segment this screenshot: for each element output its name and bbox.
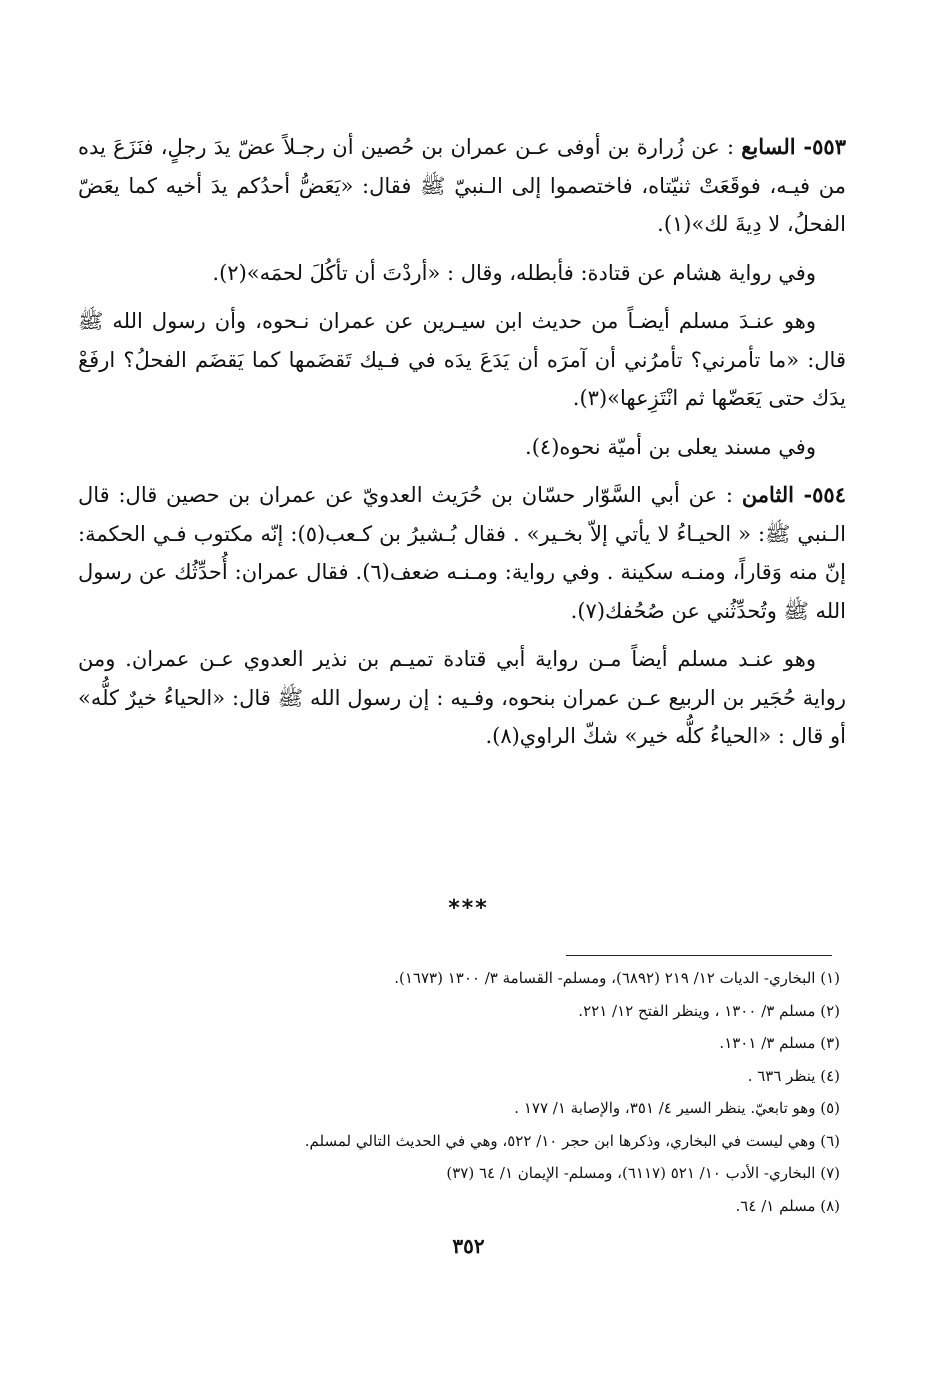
- entry-553: [78, 128, 846, 244]
- entry-554: [78, 476, 846, 630]
- paragraph: وفي رواية هشام عن قتادة: فأبطله، وقال : «أردْتَ أن تأكُلَ لحمَه»(٢).: [212, 260, 816, 285]
- page-number: ٣٥٢: [452, 1234, 485, 1258]
- paragraph: وفي مسند يعلى بن أميّة نحوه(٤).: [525, 434, 816, 459]
- footnote: (٣) مسلم ٣/ ١٣٠١.: [719, 1034, 840, 1052]
- footnote: (٢) مسلم ٣/ ١٣٠٠ ، وينظر الفتح ١٢/ ٢٢١.: [578, 1001, 840, 1020]
- footnote: (٨) مسلم ١/ ٦٤.: [735, 1196, 840, 1215]
- footnotes: [150, 962, 840, 1222]
- paragraph: وهو عنـد مسلم أيضاً مـن رواية أبي قتادة تميـم بن نذير العدوي عـن عمران. ومن رواية حُجَير بن الربيع عـن عمران بنحوه، وفـيه : إن رسول الله ﷺ قال: «الحياءُ خيرٌ كلُّه» أو قال : «الحياءُ كلُّه خير» شكّ الراوي(٨).: [78, 647, 846, 748]
- footnote: (٦) وهي ليست في البخاري، وذكرها ابن حجر ١٠/ ٥٢٢، وهي في الحديث التالي لمسلم.: [304, 1131, 840, 1150]
- entry-text: : عن أبي السَّوّار حسّان بن حُرَيث العدويّ عن عمران بن حصين قال: قال الـنبي ﷺ: « الحيـاءُ لا يأتي إلاّ بخـير» . فقال بُـشيرُ بن كـعب(٥): إنّه مكتوب فـي الحكمة: إنّ منه وَقاراً، ومنـه سكينة . وفي رواية: ومـنـه ضعف(٦). فقال عمران: أُحدِّثُك عن رسول الله ﷺ وتُحدِّثُني عن صُحُفك(٧).: [78, 483, 846, 623]
- entry-number: ٥٥٣- السابع: [741, 134, 846, 159]
- section-separator: ***: [448, 896, 489, 921]
- footnote: (٥) وهو تابعيّ. ينظر السير ٤/ ٣٥١، والإصابة ١/ ١٧٧ .: [514, 1099, 840, 1117]
- footnote: (١) البخاري- الديات ١٢/ ٢١٩ (٦٨٩٢)، ومسلم- القسامة ٣/ ١٣٠٠ (١٦٧٣).: [394, 969, 840, 987]
- footnote: (٤) ينظر ٦٣٦ .: [747, 1066, 840, 1085]
- footnote-rule: [566, 955, 832, 956]
- main-text: [78, 128, 846, 766]
- entry-text: : عن زُرارة بن أوفى عـن عمران بن حُصين أن رجـلاً عضّ يدَ رجلٍ، فنَزَعَ يده من فيـه، فوقَعَتْ ثنيّتاه، فاختصموا إلى الـنبيّ ﷺ فقال: «يَعَضُّ أحدُكم يدَ أخيه كما يعَضّ الفحلُ، لا دِيةَ لك»(١).: [78, 135, 846, 236]
- footnote: (٧) البخاري- الأدب ١٠/ ٥٢١ (٦١١٧)، ومسلم- الإيمان ١/ ٦٤ (٣٧): [446, 1164, 840, 1182]
- paragraph: وهو عنـدَ مسلم أيضـاً من حديث ابن سيـرين عن عمران نـحوه، وأن رسول الله ﷺ قال: «ما تأمرني؟ تأمرُني أن آمرَه أن يَدَعَ يدَه في فـيك تَقضَمها كما يَقضَم الفحلُ؟ ارفَعْ يدَك حتى يَعَضّها ثم انْتَزِعها»(٣).: [78, 309, 846, 410]
- entry-number: ٥٥٤- الثامن: [741, 482, 846, 507]
